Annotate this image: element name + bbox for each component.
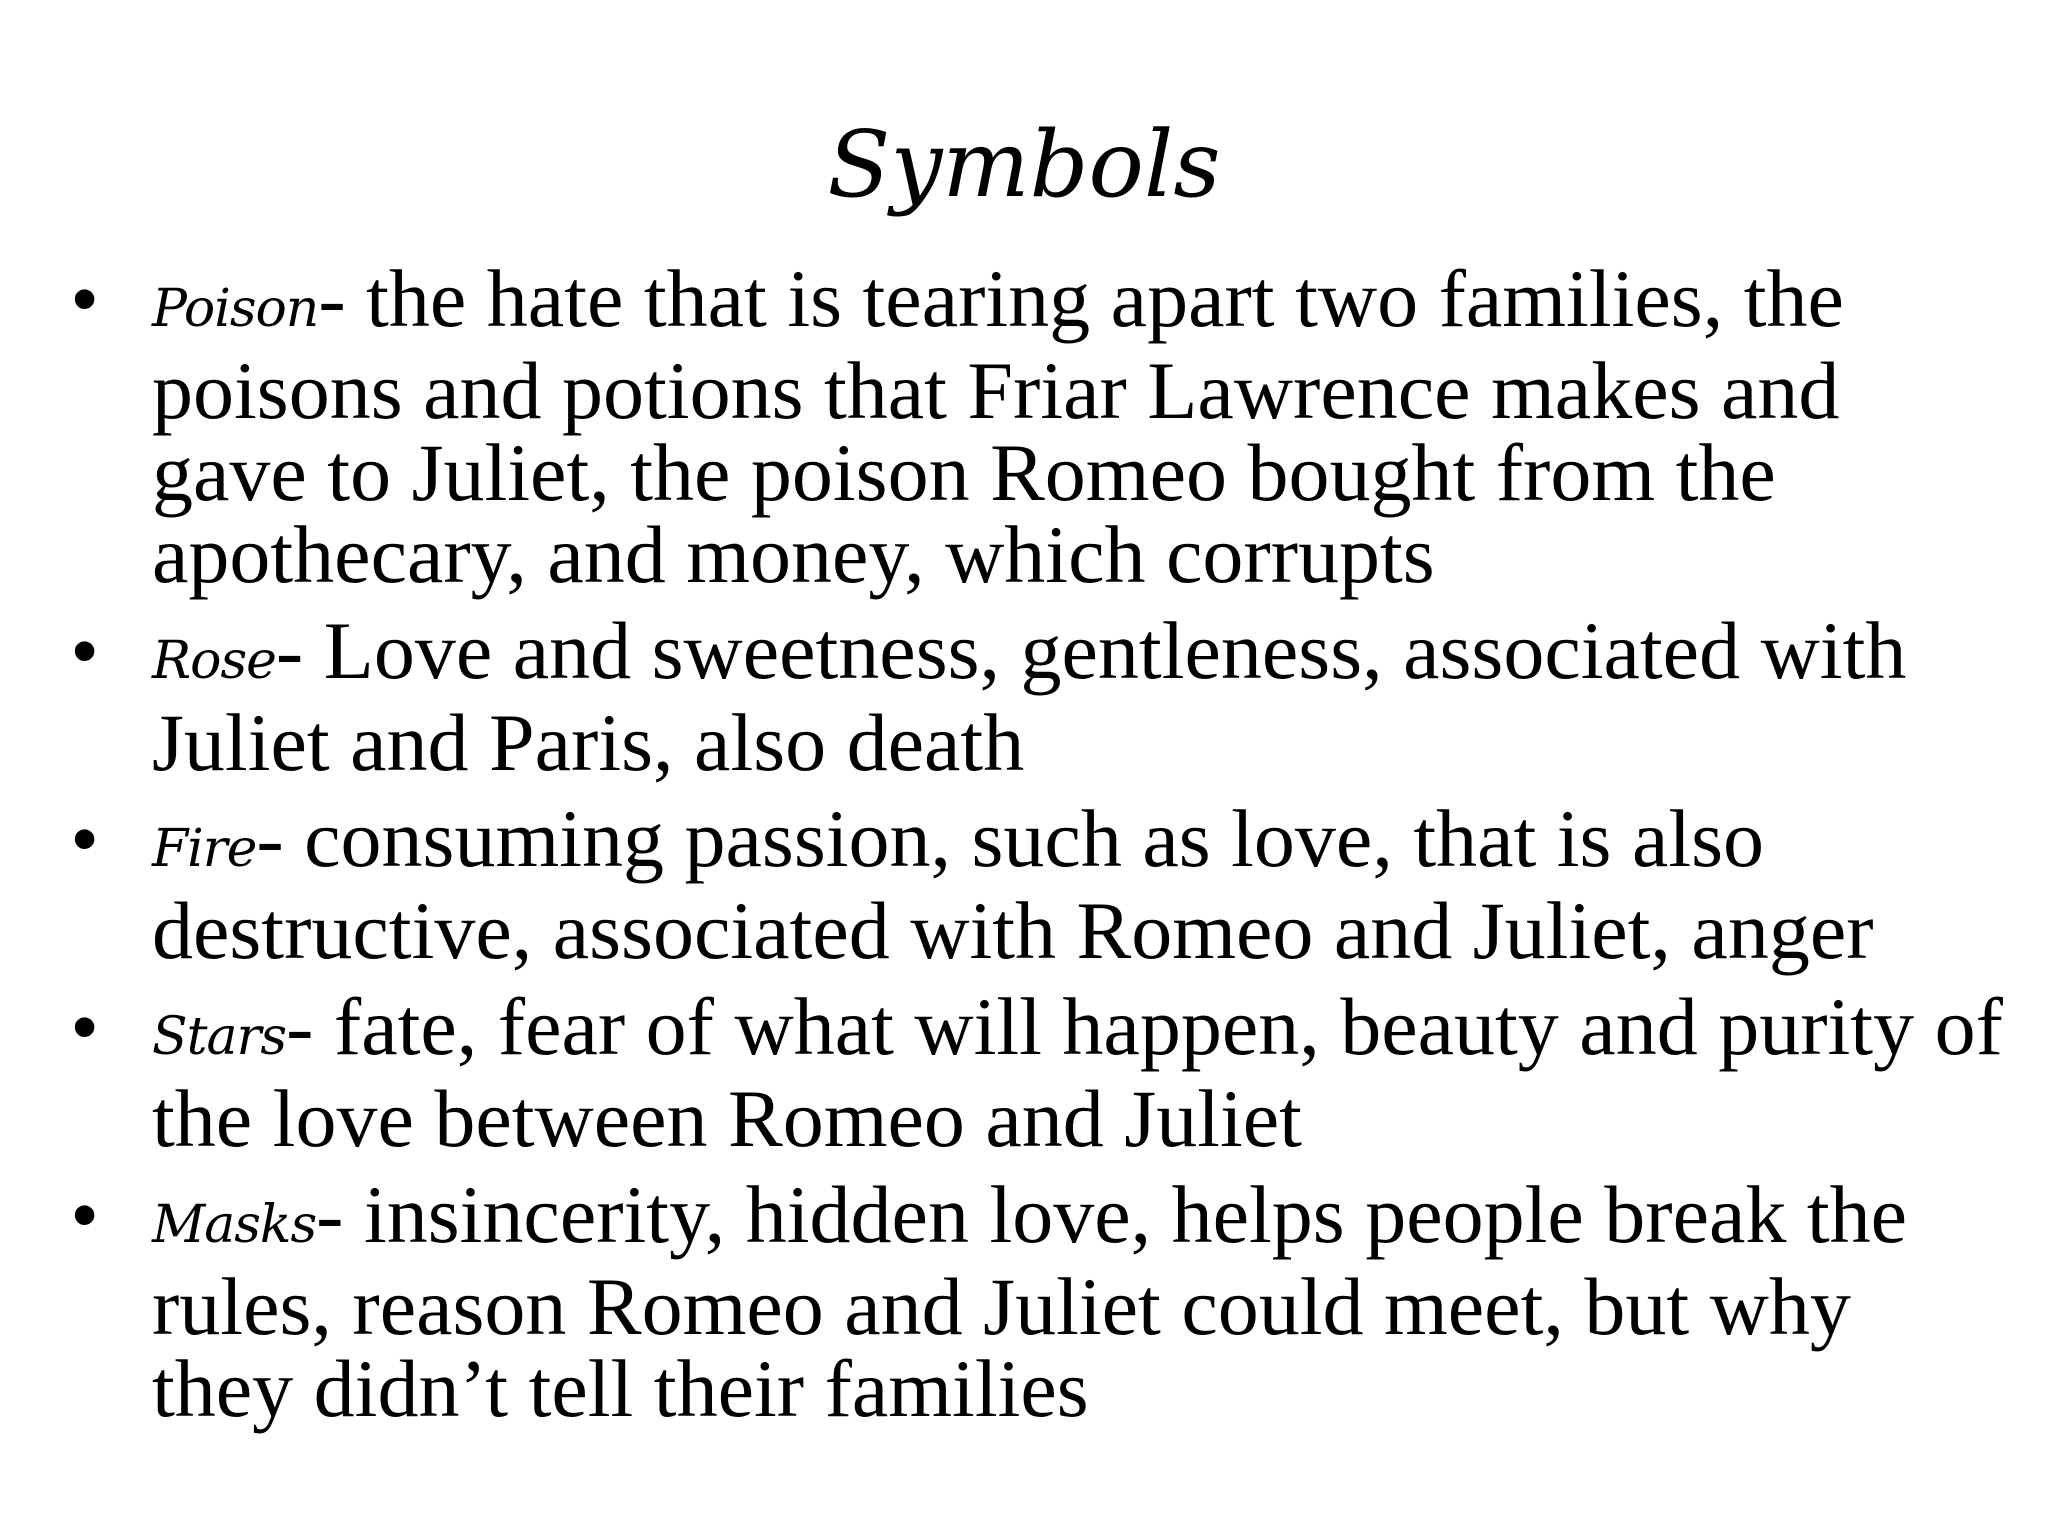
symbol-term: Masks xyxy=(152,1195,317,1255)
list-item-masks xyxy=(72,1169,2012,1434)
list-item-poison xyxy=(72,253,2012,600)
symbol-term: Stars xyxy=(152,1007,287,1067)
symbol-description: - Love and sweetness, gentleness, associated with Juliet and Paris, also death xyxy=(152,605,1907,788)
bullet-icon: • xyxy=(72,987,98,1067)
list-item-fire xyxy=(72,793,2012,976)
symbol-description: - insincerity, hidden love, helps people break the rules, reason Romeo and Juliet could meet, but why they didn’t tell their families xyxy=(152,1169,1908,1434)
symbol-list xyxy=(72,253,2012,1444)
list-item-rose xyxy=(72,605,2012,788)
symbol-description: - fate, fear of what will happen, beauty and purity of the love between Romeo and Juliet xyxy=(152,981,2003,1164)
symbol-term: Poison xyxy=(152,279,319,339)
bullet-icon: • xyxy=(72,611,98,691)
bullet-icon: • xyxy=(72,799,98,879)
slide-title: Symbols xyxy=(827,111,1221,218)
symbol-description: - consuming passion, such as love, that is also destructive, associated with Romeo and Juliet, anger xyxy=(152,793,1874,976)
symbol-term: Fire xyxy=(152,819,257,879)
bullet-icon: • xyxy=(72,1175,98,1255)
symbol-term: Rose xyxy=(152,631,276,691)
list-item-stars xyxy=(72,981,2012,1164)
symbol-description: - the hate that is tearing apart two families, the poisons and potions that Friar Lawrence makes and gave to Juliet, the poison Romeo bought from the apothecary, and money, which corrupts xyxy=(152,253,1844,600)
bullet-icon: • xyxy=(72,259,98,339)
